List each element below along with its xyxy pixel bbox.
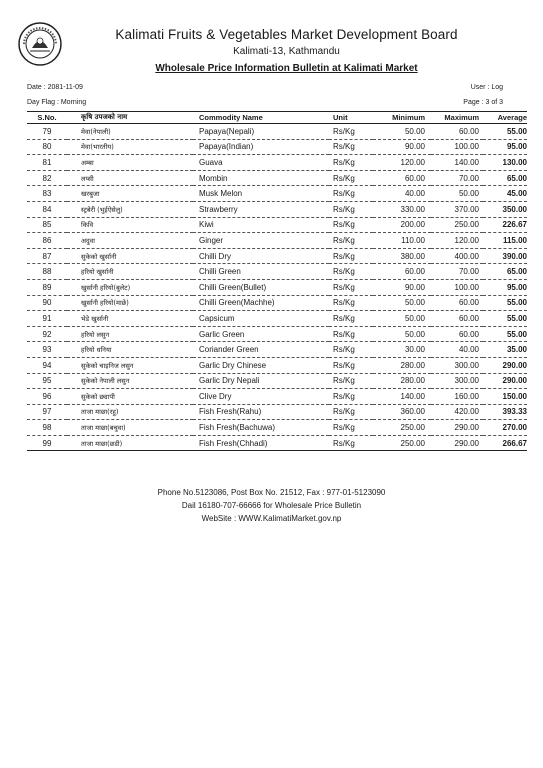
cell-np: सुकेको चाइनिज लसुन — [67, 357, 193, 373]
cell-max: 300.00 — [431, 373, 483, 389]
cell-max: 70.00 — [431, 170, 483, 186]
cell-sno: 79 — [27, 124, 67, 140]
table-row — [27, 342, 527, 358]
table-header-row — [27, 112, 527, 124]
cell-min: 60.00 — [373, 264, 431, 280]
cell-sno: 80 — [27, 139, 67, 155]
page-indicator: Page : 3 of 3 — [463, 99, 503, 106]
table-row — [27, 155, 527, 171]
cell-name: Musk Melon — [193, 186, 329, 202]
col-nepali-header: कृषि उपजको नाम — [67, 112, 193, 124]
col-maximum-header: Maximum — [431, 112, 483, 124]
cell-max: 120.00 — [431, 233, 483, 249]
cell-name: Fish Fresh(Bachuwa) — [193, 420, 329, 436]
cell-max: 60.00 — [431, 295, 483, 311]
footer-contact: Phone No.5123086, Post Box No. 21512, Fax : 977-01-5123090 — [157, 488, 386, 497]
user-label: User : Log — [470, 84, 503, 91]
cell-avg: 130.00 — [483, 155, 527, 171]
cell-np: लप्सी — [67, 170, 193, 186]
cell-name: Papaya(Indian) — [193, 139, 329, 155]
footer-website: WebSite : WWW.KalimatiMarket.gov.np — [201, 514, 342, 523]
col-average-header: Average — [483, 112, 527, 124]
table-row — [27, 373, 527, 389]
cell-min: 60.00 — [373, 170, 431, 186]
cell-avg: 290.00 — [483, 357, 527, 373]
col-minimum-header: Minimum — [373, 112, 431, 124]
cell-name: Garlic Dry Chinese — [193, 357, 329, 373]
cell-name: Garlic Green — [193, 326, 329, 342]
cell-min: 360.00 — [373, 404, 431, 420]
cell-np: हरियो लसुन — [67, 326, 193, 342]
footer-dial: Dail 16180-707-66666 for Wholesale Price Bulletin — [181, 501, 362, 510]
col-sno-header: S.No. — [27, 112, 67, 124]
table-row — [27, 217, 527, 233]
cell-unit: Rs/Kg — [329, 217, 373, 233]
cell-name: Capsicum — [193, 311, 329, 327]
cell-name: Garlic Dry Nepali — [193, 373, 329, 389]
cell-sno: 83 — [27, 186, 67, 202]
cell-max: 60.00 — [431, 311, 483, 327]
cell-min: 90.00 — [373, 139, 431, 155]
cell-min: 90.00 — [373, 279, 431, 295]
cell-unit: Rs/Kg — [329, 279, 373, 295]
table-row — [27, 170, 527, 186]
cell-avg: 266.67 — [483, 435, 527, 451]
cell-sno: 91 — [27, 311, 67, 327]
cell-min: 120.00 — [373, 155, 431, 171]
cell-avg: 55.00 — [483, 311, 527, 327]
cell-min: 380.00 — [373, 248, 431, 264]
table-row — [27, 435, 527, 451]
cell-max: 100.00 — [431, 139, 483, 155]
cell-max: 40.00 — [431, 342, 483, 358]
cell-np: स्ट्रबेरी (भुईऐसेलु) — [67, 201, 193, 217]
cell-avg: 150.00 — [483, 389, 527, 405]
cell-np: ताजा माछा(बचुवा) — [67, 420, 193, 436]
cell-min: 200.00 — [373, 217, 431, 233]
cell-avg: 55.00 — [483, 124, 527, 140]
cell-name: Kiwi — [193, 217, 329, 233]
cell-min: 250.00 — [373, 420, 431, 436]
cell-min: 50.00 — [373, 311, 431, 327]
cell-max: 250.00 — [431, 217, 483, 233]
cell-min: 280.00 — [373, 373, 431, 389]
cell-sno: 87 — [27, 248, 67, 264]
bulletin-title: Wholesale Price Information Bulletin at Kalimati Market — [155, 63, 418, 74]
cell-sno: 96 — [27, 389, 67, 405]
table-row — [27, 357, 527, 373]
cell-unit: Rs/Kg — [329, 155, 373, 171]
cell-np: भेडे खुर्सानी — [67, 311, 193, 327]
cell-sno: 92 — [27, 326, 67, 342]
cell-max: 420.00 — [431, 404, 483, 420]
cell-np: मेवा(भारतीय) — [67, 139, 193, 155]
cell-name: Clive Dry — [193, 389, 329, 405]
cell-name: Chilli Green(Bullet) — [193, 279, 329, 295]
bulletin-date: Date : 2081-11-09 — [27, 84, 83, 91]
cell-unit: Rs/Kg — [329, 326, 373, 342]
cell-name: Chilli Dry — [193, 248, 329, 264]
cell-name: Fish Fresh(Rahu) — [193, 404, 329, 420]
col-unit-header: Unit — [329, 112, 373, 124]
cell-unit: Rs/Kg — [329, 311, 373, 327]
cell-max: 290.00 — [431, 420, 483, 436]
cell-avg: 290.00 — [483, 373, 527, 389]
cell-avg: 55.00 — [483, 326, 527, 342]
table-row — [27, 404, 527, 420]
cell-sno: 86 — [27, 233, 67, 249]
cell-name: Strawberry — [193, 201, 329, 217]
cell-unit: Rs/Kg — [329, 248, 373, 264]
cell-unit: Rs/Kg — [329, 233, 373, 249]
cell-sno: 93 — [27, 342, 67, 358]
table-row — [27, 295, 527, 311]
organization-title: Kalimati Fruits & Vegetables Market Development Board — [115, 27, 458, 42]
cell-np: खुर्सानी हरियो(माछे) — [67, 295, 193, 311]
cell-avg: 270.00 — [483, 420, 527, 436]
day-flag: Day Flag : Morning — [27, 99, 87, 106]
cell-min: 110.00 — [373, 233, 431, 249]
cell-avg: 226.67 — [483, 217, 527, 233]
cell-sno: 89 — [27, 279, 67, 295]
cell-avg: 65.00 — [483, 264, 527, 280]
cell-np: हरियो खुर्सानी — [67, 264, 193, 280]
cell-unit: Rs/Kg — [329, 139, 373, 155]
cell-np: हरियो धनिया — [67, 342, 193, 358]
cell-np: ताजा माछा(छडी) — [67, 435, 193, 451]
cell-min: 50.00 — [373, 124, 431, 140]
table-row — [27, 139, 527, 155]
cell-max: 60.00 — [431, 326, 483, 342]
cell-unit: Rs/Kg — [329, 201, 373, 217]
cell-np: खरबुजा — [67, 186, 193, 202]
cell-sno: 81 — [27, 155, 67, 171]
table-row — [27, 124, 527, 140]
table-row — [27, 233, 527, 249]
cell-sno: 98 — [27, 420, 67, 436]
cell-min: 30.00 — [373, 342, 431, 358]
cell-unit: Rs/Kg — [329, 435, 373, 451]
cell-np: किवि — [67, 217, 193, 233]
cell-avg: 95.00 — [483, 139, 527, 155]
cell-unit: Rs/Kg — [329, 186, 373, 202]
cell-sno: 82 — [27, 170, 67, 186]
cell-min: 140.00 — [373, 389, 431, 405]
cell-min: 280.00 — [373, 357, 431, 373]
cell-min: 40.00 — [373, 186, 431, 202]
cell-max: 400.00 — [431, 248, 483, 264]
cell-name: Fish Fresh(Chhadi) — [193, 435, 329, 451]
cell-avg: 393.33 — [483, 404, 527, 420]
cell-sno: 99 — [27, 435, 67, 451]
cell-avg: 55.00 — [483, 295, 527, 311]
cell-unit: Rs/Kg — [329, 404, 373, 420]
table-row — [27, 389, 527, 405]
cell-max: 160.00 — [431, 389, 483, 405]
cell-unit: Rs/Kg — [329, 342, 373, 358]
table-row — [27, 186, 527, 202]
cell-avg: 45.00 — [483, 186, 527, 202]
cell-name: Chilli Green(Machhe) — [193, 295, 329, 311]
table-row — [27, 420, 527, 436]
cell-unit: Rs/Kg — [329, 357, 373, 373]
cell-min: 330.00 — [373, 201, 431, 217]
cell-np: ताजा माछा(रहु) — [67, 404, 193, 420]
cell-max: 100.00 — [431, 279, 483, 295]
cell-name: Chilli Green — [193, 264, 329, 280]
cell-max: 370.00 — [431, 201, 483, 217]
cell-unit: Rs/Kg — [329, 295, 373, 311]
cell-np: अदुवा — [67, 233, 193, 249]
cell-np: सुकेको खुर्सानी — [67, 248, 193, 264]
table-row — [27, 264, 527, 280]
cell-sno: 84 — [27, 201, 67, 217]
cell-min: 250.00 — [373, 435, 431, 451]
cell-unit: Rs/Kg — [329, 420, 373, 436]
cell-unit: Rs/Kg — [329, 389, 373, 405]
cell-name: Guava — [193, 155, 329, 171]
cell-np: अम्बा — [67, 155, 193, 171]
cell-max: 60.00 — [431, 124, 483, 140]
cell-avg: 390.00 — [483, 248, 527, 264]
cell-max: 300.00 — [431, 357, 483, 373]
cell-unit: Rs/Kg — [329, 124, 373, 140]
table-row — [27, 311, 527, 327]
cell-sno: 90 — [27, 295, 67, 311]
cell-np: सुकेको नेपाली लसुन — [67, 373, 193, 389]
cell-min: 50.00 — [373, 326, 431, 342]
cell-max: 70.00 — [431, 264, 483, 280]
cell-sno: 97 — [27, 404, 67, 420]
cell-avg: 35.00 — [483, 342, 527, 358]
table-row — [27, 279, 527, 295]
cell-avg: 115.00 — [483, 233, 527, 249]
board-seal-logo — [18, 22, 62, 66]
cell-max: 290.00 — [431, 435, 483, 451]
cell-np: खुर्सानी हरियो(बुलेट) — [67, 279, 193, 295]
cell-name: Ginger — [193, 233, 329, 249]
cell-name: Coriander Green — [193, 342, 329, 358]
cell-sno: 88 — [27, 264, 67, 280]
table-row — [27, 326, 527, 342]
cell-np: सुकेको छ्यापी — [67, 389, 193, 405]
cell-name: Papaya(Nepali) — [193, 124, 329, 140]
cell-max: 140.00 — [431, 155, 483, 171]
organization-address: Kalimati-13, Kathmandu — [233, 46, 340, 57]
cell-sno: 94 — [27, 357, 67, 373]
cell-unit: Rs/Kg — [329, 170, 373, 186]
cell-avg: 65.00 — [483, 170, 527, 186]
cell-avg: 350.00 — [483, 201, 527, 217]
table-row — [27, 201, 527, 217]
col-commodity-header: Commodity Name — [193, 112, 329, 124]
cell-min: 50.00 — [373, 295, 431, 311]
cell-np: मेवा(नेपाली) — [67, 124, 193, 140]
table-row — [27, 248, 527, 264]
cell-unit: Rs/Kg — [329, 373, 373, 389]
price-table — [27, 111, 527, 451]
cell-name: Mombin — [193, 170, 329, 186]
cell-max: 50.00 — [431, 186, 483, 202]
cell-avg: 95.00 — [483, 279, 527, 295]
cell-sno: 95 — [27, 373, 67, 389]
cell-sno: 85 — [27, 217, 67, 233]
cell-unit: Rs/Kg — [329, 264, 373, 280]
